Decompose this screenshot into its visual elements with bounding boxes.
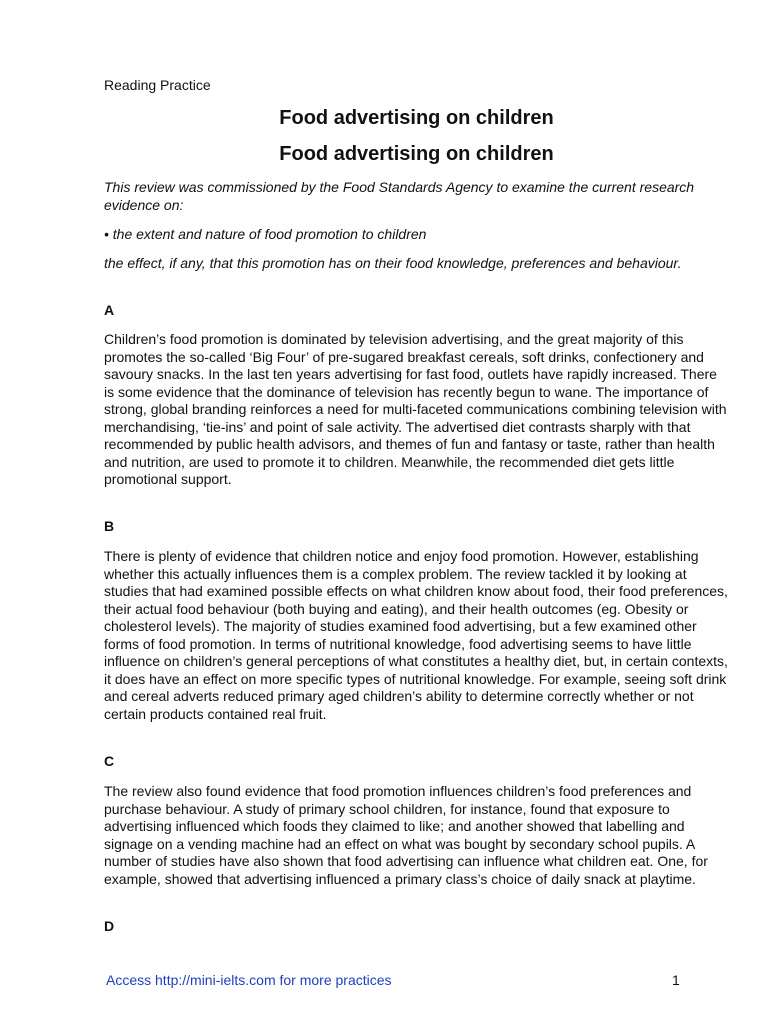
page-header: Reading Practice xyxy=(104,77,211,93)
section-letter-c: C xyxy=(104,753,115,769)
intro-bullet: • the extent and nature of food promotion to children xyxy=(104,226,427,242)
section-letter-a: A xyxy=(104,302,115,318)
page-title-repeat: Food advertising on children xyxy=(279,143,554,165)
page-title: Food advertising on children xyxy=(279,107,554,129)
page-number: 1 xyxy=(672,972,680,988)
section-paragraph-b: There is plenty of evidence that children notice and enjoy food promotion. However, establishing whether this actually influences them is a complex problem. The review tackled it by looking at studies that had examined possible effects on what children know about food, their food preferences, their actual food behaviour (both buying and eating), and their health outcomes (eg. Obesity or cholesterol levels). The majority of studies examined food advertising, but a few examined other forms of food promotion. In terms of nutritional knowledge, food advertising seems to have little influence on children’s general perceptions of what constitutes a healthy diet, but, in certain contexts, it does have an effect on more specific types of nutritional knowledge. For example, seeing soft drink and cereal adverts reduced primary aged children’s ability to determine correctly whether or not certain products contained real fruit. xyxy=(104,548,728,722)
intro-effect: the effect, if any, that this promotion has on their food knowledge, preferences and behaviour. xyxy=(104,255,682,271)
section-letter-b: B xyxy=(104,518,115,534)
section-paragraph-c: The review also found evidence that food promotion influences children’s food preferences and purchase behaviour. A study of primary school children, for instance, found that exposure to advertising influenced which foods they claimed to like; and another showed that labelling and signage on a vending machine had an effect on what was bought by secondary school pupils. A number of studies have also shown that food advertising can influence what children eat. One, for example, showed that advertising influenced a primary class’s choice of daily snack at playtime. xyxy=(104,783,708,887)
section-letter-d: D xyxy=(104,918,115,934)
intro-lead: This review was commissioned by the Food Standards Agency to examine the current research evidence on: xyxy=(104,179,695,213)
section-paragraph-a: Children’s food promotion is dominated by television advertising, and the great majority of this promotes the so-called ‘Big Four’ of pre-sugared breakfast cereals, soft drinks, confectionery and savoury snacks. In the last ten years advertising for fast food, outlets have rapidly increased. There is some evidence that the dominance of television has recently begun to wane. The importance of strong, global branding reinforces a need for multi-faceted communications combining television with merchandising, ‘tie-ins’ and point of sale activity. The advertised diet contrasts sharply with that recommended by public health advisors, and themes of fun and fantasy or taste, rather than health and nutrition, are used to promote it to children. Meanwhile, the recommended diet gets little promotional support. xyxy=(104,331,727,487)
footer-link[interactable]: Access http://mini-ielts.com for more practices xyxy=(106,972,392,988)
